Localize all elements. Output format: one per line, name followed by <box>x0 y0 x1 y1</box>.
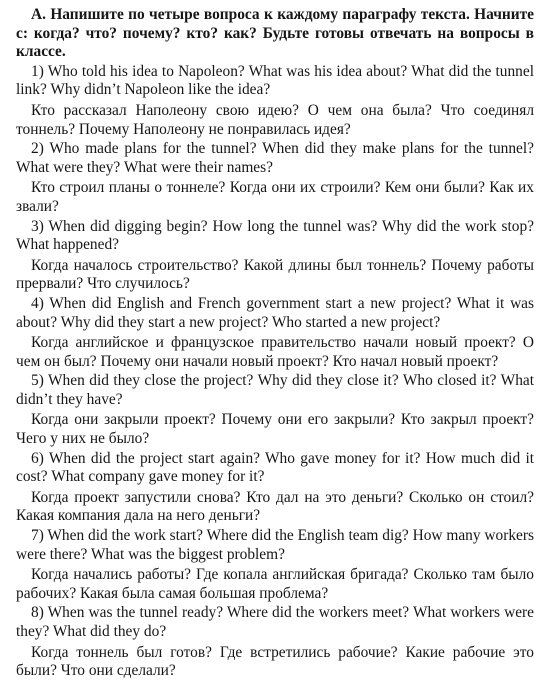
english-questions: 7) When did the work start? Where did the English team dig? How many workers were there? What was the biggest problem? <box>16 527 534 563</box>
english-questions: 6) When did the project start again? Who gave money for it? How much did it cost? What company gave money for it? <box>16 449 534 486</box>
russian-translation: Когда начались работы? Где копала английская бригада? Сколько там было рабочих? Какая была самая большая проблема? <box>16 566 534 602</box>
question-block-6 <box>16 450 534 526</box>
question-block-1 <box>16 63 534 139</box>
english-questions: 8) When was the tunnel ready? Where did the workers meet? What workers were they? What did they do? <box>16 604 534 640</box>
english-questions: 3) When did digging begin? How long the tunnel was? Why did the work stop? What happened? <box>16 217 534 254</box>
russian-translation: Когда они закрыли проект? Почему они его закрыли? Кто закрыл проект? Чего у них не было? <box>16 411 534 448</box>
textbook-page <box>16 6 534 682</box>
question-block-3 <box>16 218 534 294</box>
russian-translation: Когда английское и французское правительство начали новый проект? О чем он был? Почему они начали новый проект? Кто начал новый проект? <box>16 334 534 370</box>
russian-translation: Когда началось строительство? Какой длины был тоннель? Почему работы прервали? Что случилось? <box>16 256 534 293</box>
question-block-5 <box>16 372 534 448</box>
task-instruction <box>16 6 534 62</box>
task-text: A. Напишите по четыре вопроса к каждому параграфу текста. Начните с: когда? что? почему? кто? как? Будьте готовы отвечать на вопросы в классе. <box>16 6 534 61</box>
russian-translation: Кто рассказал Наполеону свою идею? О чем она была? Что соединял тоннель? Почему Наполеону не понравилась идея? <box>16 101 534 138</box>
russian-translation: Когда тоннель был готов? Где встретились рабочие? Какие рабочие это были? Что они сделали? <box>16 643 534 680</box>
english-questions: 5) When did they close the project? Why did they close it? Who closed it? What didn’t they have? <box>16 372 534 408</box>
english-questions: 2) Who made plans for the tunnel? When did they make plans for the tunnel? What were they? What were their names? <box>16 140 534 176</box>
question-block-2 <box>16 140 534 216</box>
question-block-4 <box>16 295 534 371</box>
russian-translation: Когда проект запустили снова? Кто дал на это деньги? Сколько он стоил? Какая компания дала на него деньги? <box>16 488 534 525</box>
question-block-7 <box>16 527 534 603</box>
russian-translation: Кто строил планы о тоннеле? Когда они их строили? Кем они были? Как их звали? <box>16 179 534 215</box>
question-block-8 <box>16 604 534 680</box>
english-questions: 4) When did English and French government start a new project? What it was about? Why did they start a new project? Who started a new project? <box>16 294 534 331</box>
english-questions: 1) Who told his idea to Napoleon? What was his idea about? What did the tunnel link? Why didn’t Napoleon like the idea? <box>16 62 534 99</box>
